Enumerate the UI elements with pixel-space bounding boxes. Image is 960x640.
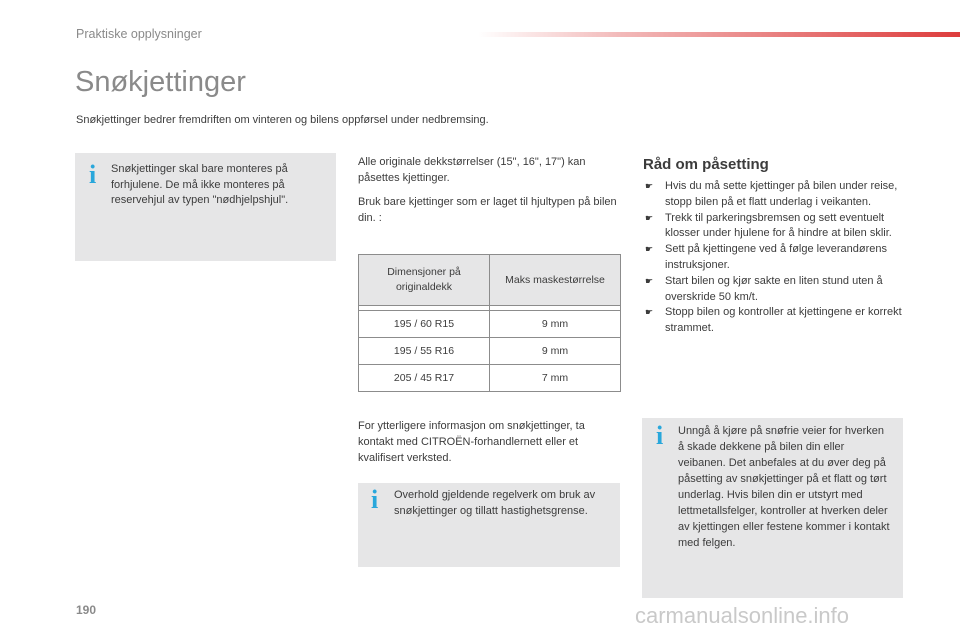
- paragraph-tire-sizes: Alle originale dekkstørrelser (15", 16", 17") kan påsettes kjettinger.: [358, 156, 586, 184]
- info-box-text: Overhold gjeldende regelverk om bruk av snøkjettinger og tillatt hastighetsgrense.: [394, 489, 596, 517]
- table-header-mesh-size: Maks maskestørrelse: [490, 255, 621, 306]
- info-icon: i: [656, 421, 664, 450]
- watermark: carmanualsonline.info: [635, 603, 850, 628]
- list-item: ☛ Stopp bilen og kontroller at kjettingene er korrekt strammet.: [645, 306, 902, 335]
- paragraph-more-info: For ytterligere informasjon om snøkjettinger, ta kontakt med CITROËN-forhandlernett eller et kvalifisert verksted.: [358, 420, 585, 464]
- arrow-bullet-icon: ☛: [645, 181, 654, 191]
- info-icon: i: [89, 160, 97, 189]
- table-cell-dimension: 195 / 60 R15: [359, 311, 490, 338]
- arrow-bullet-icon: ☛: [645, 307, 654, 318]
- info-box-regulations: [358, 483, 620, 567]
- table-cell-dimension: 205 / 45 R17: [359, 365, 490, 392]
- info-box-text: Snøkjettinger skal bare monteres på forhjulene. De må ikke monteres på reservehjul av typen "nødhjelpshjul".: [111, 163, 289, 206]
- table-row: [359, 338, 621, 365]
- paragraph-chain-type: Bruk bare kjettinger som er laget til hjultypen på bilen din. :: [358, 196, 617, 224]
- section-title-advice: Råd om påsetting: [643, 156, 769, 173]
- table-row: [359, 311, 621, 338]
- info-box-practice: [642, 418, 903, 598]
- table-header-row: [359, 255, 621, 306]
- list-item: ☛ Hvis du må sette kjettinger på bilen under reise, stopp bilen på et flatt underlag i veikanten.: [645, 180, 898, 208]
- list-item: ☛ Trekk til parkeringsbremsen og sett eventuelt klosser under hjulene for å hindre at bilen sklir.: [645, 211, 892, 240]
- info-icon: i: [371, 485, 379, 514]
- arrow-bullet-icon: ☛: [645, 275, 654, 286]
- table-row: [359, 365, 621, 392]
- arrow-bullet-icon: ☛: [645, 212, 654, 223]
- info-box-text: Unngå å kjøre på snøfrie veier for hverken å skade dekkene på bilen din eller veibanen. Det anbefales at du øver deg på påsetting av snøkjettinger på et flatt og tørt underlag. Hvis bilen din er utstyrt med lettmetallsfelger, kontroller at hverken deler av kjettingen eller festene kommer i kontakt med felgen.: [678, 425, 890, 549]
- table-cell-dimension: 195 / 55 R16: [359, 338, 490, 365]
- header-accent-bar: [478, 32, 960, 37]
- intro-text: Snøkjettinger bedrer fremdriften om vinteren og bilens oppførsel under nedbremsing.: [76, 114, 489, 126]
- list-item: ☛ Sett på kjettingene ved å følge leverandørens instruksjoner.: [645, 243, 887, 271]
- page-title: Snøkjettinger: [75, 66, 246, 98]
- section-header: Praktiske opplysninger: [76, 27, 202, 41]
- chain-size-table: [358, 254, 621, 392]
- table-cell-mesh: 9 mm: [490, 338, 621, 365]
- table-header-dimensions: Dimensjoner på originaldekk: [359, 255, 490, 306]
- table-cell-mesh: 9 mm: [490, 311, 621, 338]
- table-cell-mesh: 7 mm: [490, 365, 621, 392]
- info-box-front-wheels: [75, 153, 336, 261]
- page-number: 190: [76, 603, 97, 617]
- list-item: ☛ Start bilen og kjør sakte en liten stund uten å overskride 50 km/t.: [645, 274, 883, 303]
- advice-list: [643, 179, 905, 337]
- arrow-bullet-icon: ☛: [645, 244, 654, 255]
